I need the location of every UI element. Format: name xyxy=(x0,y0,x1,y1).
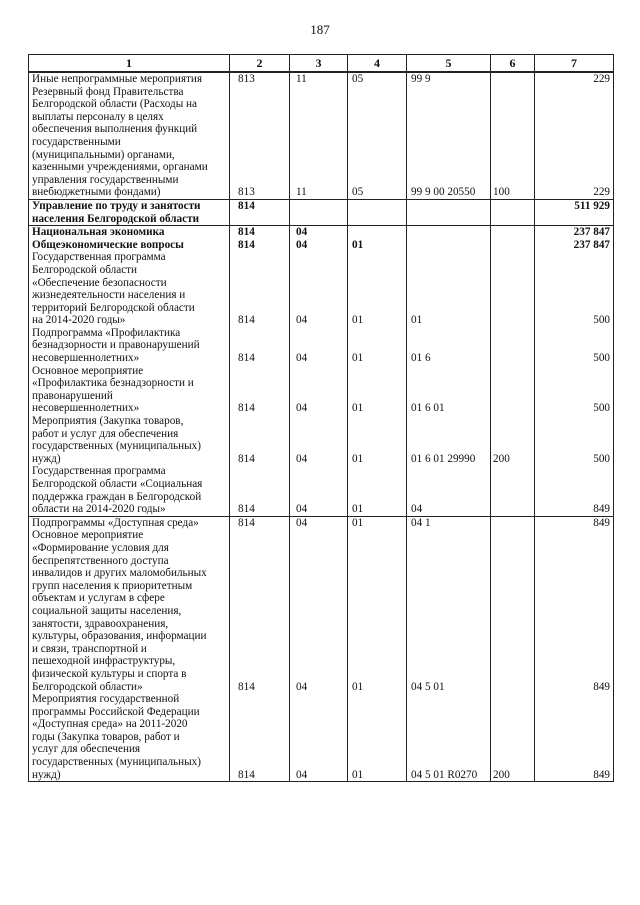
section-code: 04 xyxy=(290,693,348,782)
table-row xyxy=(29,239,614,252)
row-name-line: на 2014-2020 годы» xyxy=(32,314,126,327)
row-name-line: Иные непрограммные мероприятия xyxy=(32,73,203,85)
target-code: 01 6 xyxy=(407,327,491,365)
expense-type-code: 200 xyxy=(491,415,535,465)
subsection-code xyxy=(348,199,407,225)
table-row xyxy=(29,327,614,365)
column-header: 1 xyxy=(29,55,230,73)
admin-code: 814 xyxy=(230,529,290,693)
row-name-line: Резервный фонд Правительства xyxy=(32,85,184,98)
admin-code: 813 xyxy=(230,86,290,200)
row-name-line: Белгородской области «Социальная xyxy=(32,478,203,490)
column-header: 3 xyxy=(290,55,348,73)
target-code xyxy=(407,239,491,252)
row-name-line: пешеходной инфраструктуры, xyxy=(32,655,176,668)
row-name-line: объектам и услугам в сфере xyxy=(32,592,165,605)
subsection-code: 01 xyxy=(348,415,407,465)
row-name-line: Основное мероприятие xyxy=(32,364,144,377)
table-row xyxy=(29,693,614,782)
row-name-line: Основное мероприятие xyxy=(32,529,144,542)
subsection-code: 01 xyxy=(348,516,407,529)
row-name-line: физической культуры и спорта в xyxy=(32,667,187,680)
row-name-line: Белгородской области xyxy=(32,263,138,276)
admin-code: 814 xyxy=(230,465,290,516)
admin-code: 814 xyxy=(230,239,290,252)
section-code: 04 xyxy=(290,415,348,465)
row-name-line: «Обеспечение безопасности xyxy=(32,276,167,289)
row-name-line: Управление по труду и занятости xyxy=(32,199,201,212)
row-name xyxy=(29,239,230,252)
target-code: 04 5 01 R0270 xyxy=(407,693,491,782)
amount: 500 xyxy=(535,251,614,327)
amount: 237 847 xyxy=(535,239,614,252)
table-row xyxy=(29,415,614,465)
table-row xyxy=(29,199,614,225)
row-name xyxy=(29,465,230,516)
expense-type-code xyxy=(491,465,535,516)
row-name xyxy=(29,199,230,225)
target-code xyxy=(407,226,491,239)
row-name-line: несовершеннолетних» xyxy=(32,402,140,415)
expense-type-code xyxy=(491,239,535,252)
subsection-code: 01 xyxy=(348,327,407,365)
expense-type-code xyxy=(491,72,535,86)
section-code: 11 xyxy=(290,86,348,200)
row-name-line: казенными учреждениями, органами xyxy=(32,161,208,174)
section-code: 04 xyxy=(290,365,348,415)
row-name-line: годы (Закупка товаров, работ и xyxy=(32,730,180,743)
target-code: 99 9 xyxy=(407,72,491,86)
row-name xyxy=(29,226,230,239)
expense-type-code: 100 xyxy=(491,86,535,200)
row-name-line: «Профилактика безнадзорности и xyxy=(32,377,194,390)
row-name-line: внебюджетными фондами) xyxy=(32,186,161,199)
table-row xyxy=(29,465,614,516)
target-code: 99 9 00 20550 xyxy=(407,86,491,200)
expense-type-code xyxy=(491,365,535,415)
amount: 500 xyxy=(535,365,614,415)
row-name-line: территорий Белгородской области xyxy=(32,301,195,314)
row-name-line: и связи, транспортной и xyxy=(32,642,147,655)
table-row xyxy=(29,72,614,86)
row-name-line: области на 2014-2020 годы» xyxy=(32,503,166,516)
row-name-line: нужд) xyxy=(32,768,61,781)
row-name xyxy=(29,72,230,86)
row-name-line: Государственная программа xyxy=(32,251,166,264)
target-code xyxy=(407,199,491,225)
table-row xyxy=(29,251,614,327)
table-row xyxy=(29,86,614,200)
row-name-line: культуры, образования, информации xyxy=(32,630,207,643)
expense-type-code xyxy=(491,199,535,225)
subsection-code: 05 xyxy=(348,86,407,200)
target-code: 04 1 xyxy=(407,516,491,529)
target-code: 04 xyxy=(407,465,491,516)
amount: 237 847 xyxy=(535,226,614,239)
row-name-line: Общеэкономические вопросы xyxy=(32,238,184,251)
row-name xyxy=(29,327,230,365)
row-name-line: правонарушений xyxy=(32,389,113,402)
admin-code: 814 xyxy=(230,327,290,365)
admin-code: 814 xyxy=(230,516,290,529)
column-header: 2 xyxy=(230,55,290,73)
row-name-line: Национальная экономика xyxy=(32,226,165,239)
row-name-line: (муниципальными) органами, xyxy=(32,148,175,161)
row-name-line: услуг для обеспечения xyxy=(32,743,141,756)
section-code: 04 xyxy=(290,226,348,239)
expense-type-code xyxy=(491,516,535,529)
row-name-line: программы Российской Федерации xyxy=(32,705,200,718)
row-name xyxy=(29,529,230,693)
row-name xyxy=(29,415,230,465)
section-code: 04 xyxy=(290,239,348,252)
section-code: 04 xyxy=(290,516,348,529)
row-name-line: поддержка граждан в Белгородской xyxy=(32,490,202,503)
row-name xyxy=(29,516,230,529)
subsection-code: 01 xyxy=(348,465,407,516)
row-name-line: обеспечения выполнения функций xyxy=(32,123,198,136)
row-name-line: Мероприятия государственной xyxy=(32,693,180,706)
amount: 511 929 xyxy=(535,199,614,225)
row-name-line: инвалидов и других маломобильных xyxy=(32,567,207,580)
amount: 849 xyxy=(535,465,614,516)
row-name-line: населения Белгородской области xyxy=(32,212,200,225)
row-name-line: Белгородской области (Расходы на xyxy=(32,98,197,111)
table-row xyxy=(29,226,614,239)
amount: 500 xyxy=(535,415,614,465)
row-name-line: безнадзорности и правонарушений xyxy=(32,339,200,352)
admin-code: 814 xyxy=(230,365,290,415)
page-number: 187 xyxy=(310,22,330,37)
budget-table xyxy=(28,54,614,782)
row-name xyxy=(29,365,230,415)
target-code: 01 xyxy=(407,251,491,327)
subsection-code: 01 xyxy=(348,239,407,252)
table-row xyxy=(29,529,614,693)
row-name-line: выплаты персоналу в целях xyxy=(32,110,164,123)
table-header-row xyxy=(29,55,614,73)
row-name-line: управления государственными xyxy=(32,173,179,186)
admin-code: 813 xyxy=(230,72,290,86)
row-name-line: беспрепятственного доступа xyxy=(32,554,169,567)
row-name-line: работ и услуг для обеспечения xyxy=(32,427,179,440)
row-name-line: Подпрограмма «Профилактика xyxy=(32,326,181,339)
expense-type-code xyxy=(491,251,535,327)
row-name-line: государственными xyxy=(32,135,121,148)
amount: 849 xyxy=(535,529,614,693)
expense-type-code xyxy=(491,327,535,365)
amount: 229 xyxy=(535,86,614,200)
row-name xyxy=(29,251,230,327)
amount: 229 xyxy=(535,72,614,86)
amount: 500 xyxy=(535,327,614,365)
admin-code: 814 xyxy=(230,415,290,465)
admin-code: 814 xyxy=(230,251,290,327)
target-code: 01 6 01 xyxy=(407,365,491,415)
row-name-line: Подпрограммы «Доступная среда» xyxy=(32,516,199,529)
row-name-line: социальной защиты населения, xyxy=(32,604,182,617)
section-code: 04 xyxy=(290,251,348,327)
row-name-line: занятости, здравоохранения, xyxy=(32,617,169,630)
target-code: 04 5 01 xyxy=(407,529,491,693)
row-name-line: Мероприятия (Закупка товаров, xyxy=(32,415,184,428)
section-code xyxy=(290,199,348,225)
subsection-code: 01 xyxy=(348,251,407,327)
subsection-code: 01 xyxy=(348,365,407,415)
section-code: 04 xyxy=(290,465,348,516)
expense-type-code xyxy=(491,529,535,693)
row-name-line: «Формирование условия для xyxy=(32,541,169,554)
row-name-line: нужд) xyxy=(32,452,61,465)
column-header: 5 xyxy=(407,55,491,73)
admin-code: 814 xyxy=(230,226,290,239)
row-name-line: Государственная программа xyxy=(32,465,166,478)
table-row xyxy=(29,365,614,415)
subsection-code: 01 xyxy=(348,693,407,782)
subsection-code xyxy=(348,226,407,239)
row-name-line: групп населения к приоритетным xyxy=(32,579,193,592)
table-row xyxy=(29,516,614,529)
section-code: 04 xyxy=(290,327,348,365)
subsection-code: 05 xyxy=(348,72,407,86)
row-name-line: государственных (муниципальных) xyxy=(32,440,201,453)
admin-code: 814 xyxy=(230,693,290,782)
expense-type-code xyxy=(491,226,535,239)
target-code: 01 6 01 29990 xyxy=(407,415,491,465)
amount: 849 xyxy=(535,516,614,529)
row-name xyxy=(29,86,230,200)
row-name-line: «Доступная среда» на 2011-2020 xyxy=(32,718,188,731)
expense-type-code: 200 xyxy=(491,693,535,782)
section-code: 04 xyxy=(290,529,348,693)
admin-code: 814 xyxy=(230,199,290,225)
row-name-line: Белгородской области» xyxy=(32,680,143,693)
subsection-code: 01 xyxy=(348,529,407,693)
row-name-line: жизнедеятельности населения и xyxy=(32,289,186,302)
section-code: 11 xyxy=(290,72,348,86)
amount: 849 xyxy=(535,693,614,782)
row-name-line: несовершеннолетних» xyxy=(32,352,140,365)
row-name xyxy=(29,693,230,782)
column-header: 7 xyxy=(535,55,614,73)
table-body xyxy=(29,72,614,782)
column-header: 6 xyxy=(491,55,535,73)
column-header: 4 xyxy=(348,55,407,73)
row-name-line: государственных (муниципальных) xyxy=(32,756,201,769)
